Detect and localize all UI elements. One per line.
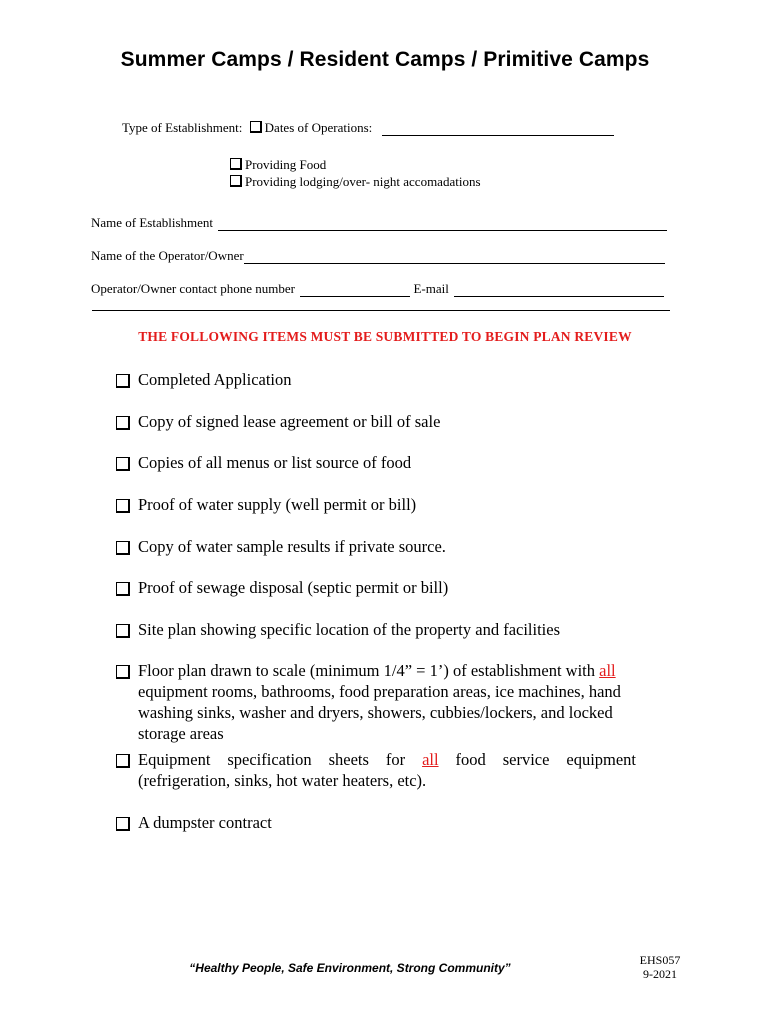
checklist-item-label: Copies of all menus or list source of food [138,453,412,472]
checkbox[interactable] [116,582,130,596]
checkbox[interactable] [116,624,130,638]
option-providing-lodging [230,174,481,190]
checklist-item-label: Proof of water supply (well permit or bill) [138,495,417,514]
checklist-item-label [138,749,636,791]
checkbox[interactable] [116,457,130,471]
page-title: Summer Camps / Resident Camps / Primitive Camps [120,48,650,71]
providing-lodging-checkbox[interactable] [230,175,242,187]
checkbox[interactable] [116,541,130,555]
name-establishment-row [91,215,667,231]
checklist-item-label: Copy of signed lease agreement or bill of sale [138,412,441,431]
equipment-text-a: Equipment specification sheets for [138,750,406,769]
name-establishment-field[interactable] [218,218,667,231]
dates-of-operations-label: Dates of Operations: [264,120,373,135]
floor-plan-text-b: equipment rooms, bathrooms, food preparation areas, ice machines, hand washing sinks, washer and dryers, showers, cubbies/lockers, and locked storage areas [138,682,621,743]
checklist-item-label: Proof of sewage disposal (septic permit or bill) [138,578,449,597]
option-providing-food [230,157,326,173]
checklist-item-label: Site plan showing specific location of the property and facilities [138,620,561,639]
checkbox[interactable] [116,754,130,768]
name-establishment-label: Name of Establishment [91,215,214,230]
dates-checkbox[interactable] [250,121,262,133]
all-emphasis: all [422,750,439,769]
phone-field[interactable] [300,284,410,297]
establishment-type-row [122,120,614,136]
providing-food-checkbox[interactable] [230,158,242,170]
email-field[interactable] [454,284,664,297]
checklist-item-label: A dumpster contract [138,813,272,832]
footer-motto: “Healthy People, Safe Environment, Strong Community” [189,961,511,975]
all-emphasis: all [599,661,616,680]
checklist-item-label: Completed Application [138,370,292,389]
checklist-item-label: Copy of water sample results if private source. [138,537,446,556]
dates-of-operations-field[interactable] [382,123,614,136]
name-operator-label: Name of the Operator/Owner [91,248,244,263]
form-code-block [630,953,690,981]
phone-label: Operator/Owner contact phone number [91,281,295,296]
equipment-text-b: food service equipment (refrigeration, sinks, hot water heaters, etc). [138,750,637,790]
checkbox[interactable] [116,817,130,831]
contact-row [91,281,664,297]
checkbox[interactable] [116,665,130,679]
floor-plan-text-a: Floor plan drawn to scale (minimum 1/4” = 1’) of establishment with [138,661,596,680]
checkbox[interactable] [116,374,130,388]
checkbox[interactable] [116,416,130,430]
form-code: EHS057 [639,953,681,967]
checklist-item-label [138,660,636,744]
providing-lodging-label: Providing lodging/over- night accomadations [245,174,481,189]
contact-continuation-line[interactable] [92,310,670,311]
name-operator-row [91,248,665,264]
email-label: E-mail [413,281,449,296]
form-date: 9-2021 [643,967,677,981]
providing-food-label: Providing Food [245,157,327,172]
establishment-type-label: Type of Establishment: [122,120,243,135]
checkbox[interactable] [116,499,130,513]
name-operator-field[interactable] [244,251,665,264]
submission-notice: THE FOLLOWING ITEMS MUST BE SUBMITTED TO BEGIN PLAN REVIEW [138,329,632,344]
